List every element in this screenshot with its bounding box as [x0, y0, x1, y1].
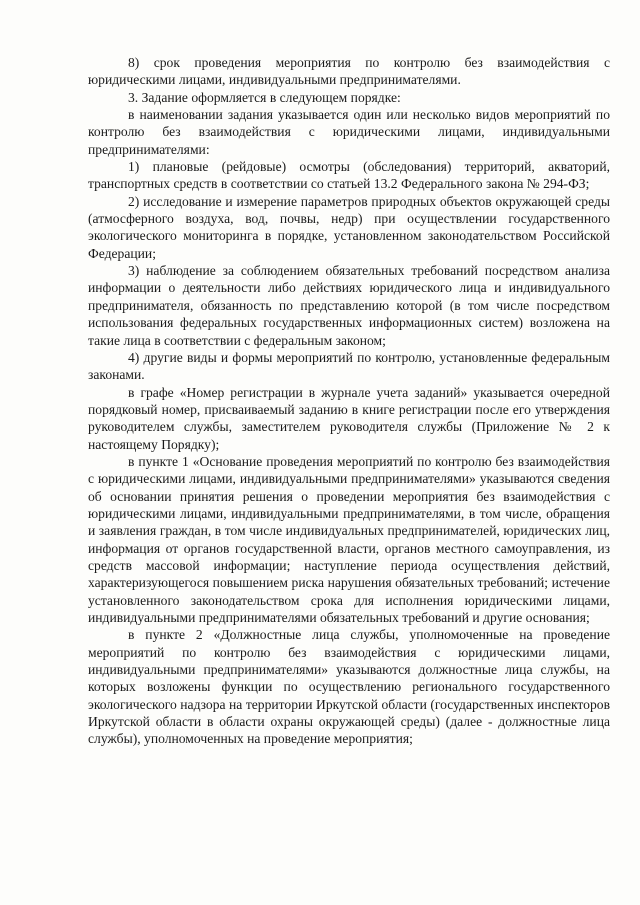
paragraph-registration-number: в графе «Номер регистрации в журнале учета заданий» указывается очередной порядковый номер, присваиваемый заданию в книге регистрации после его утверждения руководителем службы, заместителем руководителя службы (Приложение № 2 к настоящему Порядку);	[88, 384, 610, 452]
paragraph-item-8-deadline: 8) срок проведения мероприятия по контролю без взаимодействия с юридическими лицами, индивидуальными предпринимателями.	[88, 55, 610, 88]
paragraph-list-item-1: 1) плановые (рейдовые) осмотры (обследования) территорий, акваторий, транспортных средств в соответствии со статьей 13.2 Федерального закона № 294-ФЗ;	[88, 159, 610, 192]
paragraph-task-name: в наименовании задания указывается один или несколько видов мероприятий по контролю без взаимодействия с юридическими лицами, индивидуальными предпринимателями:	[88, 107, 610, 157]
paragraph-list-item-3: 3) наблюдение за соблюдением обязательных требований посредством анализа информации о деятельности либо действиях юридического лица и индивидуального предпринимателя, обязанность по представлению которой (в том числе посредством использования федеральных государственных информационных систем) возложена на такие лица в соответствии с федеральным законом;	[88, 263, 610, 348]
paragraph-point-2-officials: в пункте 2 «Должностные лица службы, уполномоченные на проведение мероприятий по контролю без взаимодействия с юридическими лицами, индивидуальными предпринимателями» указываются должностные лица службы, на которых возложены функции по осуществлению регионального государственного экологического надзора на территории Иркутской области (государственных инспекторов Иркутской области в области охраны окружающей среды) (далее - должностные лица службы), уполномоченных на проведение мероприятия;	[88, 627, 610, 747]
paragraph-section-3-heading: 3. Задание оформляется в следующем порядке:	[128, 89, 401, 105]
paragraph-list-item-2: 2) исследование и измерение параметров природных объектов окружающей среды (атмосферного воздуха, вод, почвы, недр) при осуществлении государственного экологического мониторинга в порядке, установленном законодательством Российской Федерации;	[88, 193, 610, 261]
paragraph-point-1-basis: в пункте 1 «Основание проведения мероприятий по контролю без взаимодействия с юридическими лицами, индивидуальными предпринимателями» указываются сведения об основании принятия решения о проведении мероприятия без взаимодействия с юридическими лицами, индивидуальными предпринимателями, в том числе, обращения и заявления граждан, в том числе индивидуальных предпринимателей, юридических лиц, информация от органов государственной власти, органов местного самоуправления, из средств массовой информации; наступление периода осуществления действий, характеризующегося повышением риска нарушения обязательных требований; истечение установленного законодательством срока для исполнения юридическими лицами, индивидуальными предпринимателями обязательных требований и другие основания;	[88, 453, 610, 625]
paragraph-list-item-4: 4) другие виды и формы мероприятий по контролю, установленные федеральным законами.	[88, 349, 610, 383]
document-body	[88, 54, 610, 748]
